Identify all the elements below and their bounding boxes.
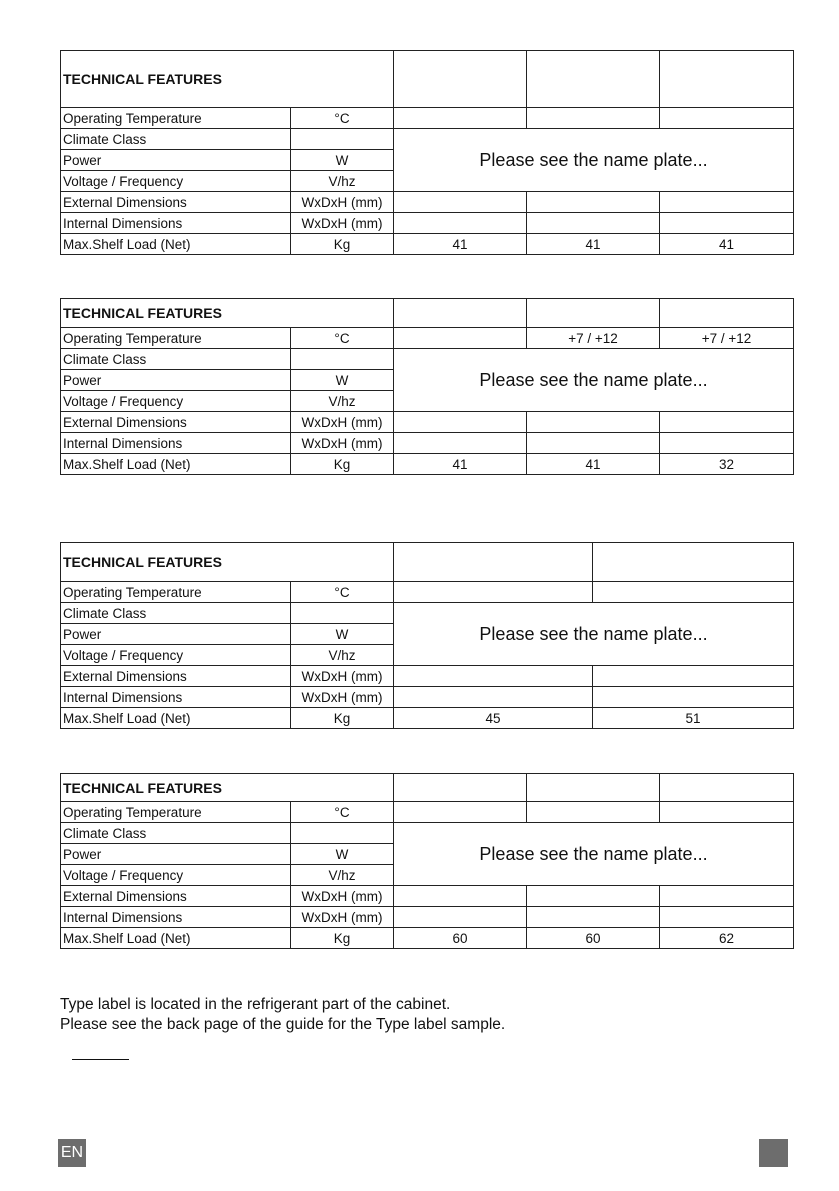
technical-features-table-1 xyxy=(60,50,794,255)
technical-features-table-2 xyxy=(60,298,794,475)
row-label: Climate Class xyxy=(61,823,291,844)
table-cell xyxy=(527,412,660,433)
model-column-header xyxy=(660,774,794,802)
name-plate-note: Please see the name plate... xyxy=(394,349,794,412)
table-cell xyxy=(660,192,794,213)
table-cell xyxy=(593,666,794,687)
row-unit: WxDxH (mm) xyxy=(291,433,394,454)
table-cell: 62 xyxy=(660,928,794,949)
model-column-header xyxy=(660,51,794,108)
row-unit xyxy=(291,349,394,370)
table-cell xyxy=(394,328,527,349)
language-badge: EN xyxy=(58,1139,86,1167)
model-column-header xyxy=(527,51,660,108)
footnote-line: Type label is located in the refrigerant part of the cabinet. xyxy=(60,996,451,1013)
row-label: Internal Dimensions xyxy=(61,433,291,454)
row-label: External Dimensions xyxy=(61,666,291,687)
row-unit: W xyxy=(291,370,394,391)
row-unit: °C xyxy=(291,108,394,129)
row-unit: V/hz xyxy=(291,865,394,886)
row-unit: Kg xyxy=(291,708,394,729)
table-cell xyxy=(660,213,794,234)
model-column-header xyxy=(394,774,527,802)
table-cell xyxy=(593,582,794,603)
table-cell xyxy=(394,666,593,687)
table-cell xyxy=(394,886,527,907)
row-label: Internal Dimensions xyxy=(61,687,291,708)
table-cell xyxy=(394,213,527,234)
page-number-badge xyxy=(759,1139,788,1167)
row-label: Power xyxy=(61,370,291,391)
table-cell xyxy=(593,687,794,708)
table-cell xyxy=(394,192,527,213)
row-label: Operating Temperature xyxy=(61,108,291,129)
table-cell xyxy=(394,907,527,928)
table-cell: +7 / +12 xyxy=(660,328,794,349)
row-unit: V/hz xyxy=(291,391,394,412)
name-plate-note: Please see the name plate... xyxy=(394,603,794,666)
table-header: TECHNICAL FEATURES xyxy=(61,774,394,802)
row-unit: °C xyxy=(291,802,394,823)
row-label: Climate Class xyxy=(61,603,291,624)
row-unit: Kg xyxy=(291,234,394,255)
table-cell xyxy=(394,582,593,603)
row-unit: W xyxy=(291,624,394,645)
row-label: Climate Class xyxy=(61,349,291,370)
table-cell xyxy=(394,433,527,454)
row-unit: V/hz xyxy=(291,645,394,666)
footnote-line: Please see the back page of the guide for the Type label sample. xyxy=(60,1016,506,1033)
row-label: Internal Dimensions xyxy=(61,213,291,234)
table-cell: 41 xyxy=(527,454,660,475)
table-cell xyxy=(660,108,794,129)
model-column-header xyxy=(660,299,794,328)
row-unit: WxDxH (mm) xyxy=(291,886,394,907)
table-cell: 60 xyxy=(394,928,527,949)
row-label: Internal Dimensions xyxy=(61,907,291,928)
model-column-header xyxy=(527,299,660,328)
technical-features-table-3 xyxy=(60,542,794,729)
row-label: Voltage / Frequency xyxy=(61,865,291,886)
row-label: Operating Temperature xyxy=(61,582,291,603)
table-cell: 32 xyxy=(660,454,794,475)
name-plate-note: Please see the name plate... xyxy=(394,823,794,886)
table-cell xyxy=(394,802,527,823)
row-label: Max.Shelf Load (Net) xyxy=(61,928,291,949)
table-header: TECHNICAL FEATURES xyxy=(61,543,394,582)
row-label: Power xyxy=(61,844,291,865)
technical-features-table-4 xyxy=(60,773,794,949)
row-label: Voltage / Frequency xyxy=(61,391,291,412)
row-unit: WxDxH (mm) xyxy=(291,192,394,213)
row-unit: W xyxy=(291,150,394,171)
row-label: Max.Shelf Load (Net) xyxy=(61,454,291,475)
table-cell: 45 xyxy=(394,708,593,729)
table-cell xyxy=(660,433,794,454)
model-column-header xyxy=(593,543,794,582)
row-unit: °C xyxy=(291,328,394,349)
model-column-header xyxy=(394,299,527,328)
table-header: TECHNICAL FEATURES xyxy=(61,299,394,328)
table-cell xyxy=(527,802,660,823)
table-cell xyxy=(527,907,660,928)
row-unit: Kg xyxy=(291,454,394,475)
row-label: Power xyxy=(61,150,291,171)
table-cell xyxy=(527,213,660,234)
table-cell xyxy=(394,412,527,433)
name-plate-note: Please see the name plate... xyxy=(394,129,794,192)
table-cell xyxy=(660,802,794,823)
row-unit xyxy=(291,823,394,844)
row-unit: Kg xyxy=(291,928,394,949)
table-cell: 41 xyxy=(660,234,794,255)
table-cell xyxy=(527,433,660,454)
row-unit: WxDxH (mm) xyxy=(291,907,394,928)
model-column-header xyxy=(527,774,660,802)
row-unit: WxDxH (mm) xyxy=(291,666,394,687)
table-cell xyxy=(660,907,794,928)
row-label: External Dimensions xyxy=(61,412,291,433)
table-cell xyxy=(527,192,660,213)
table-cell: 41 xyxy=(394,234,527,255)
table-cell xyxy=(394,687,593,708)
row-label: Climate Class xyxy=(61,129,291,150)
table-header: TECHNICAL FEATURES xyxy=(61,51,394,108)
row-label: Voltage / Frequency xyxy=(61,645,291,666)
table-cell: 41 xyxy=(394,454,527,475)
table-cell: 51 xyxy=(593,708,794,729)
row-unit: WxDxH (mm) xyxy=(291,412,394,433)
row-label: Operating Temperature xyxy=(61,802,291,823)
row-unit: °C xyxy=(291,582,394,603)
type-label-footnote xyxy=(60,995,505,1035)
row-label: Max.Shelf Load (Net) xyxy=(61,234,291,255)
row-label: Operating Temperature xyxy=(61,328,291,349)
table-cell xyxy=(660,886,794,907)
table-cell: 41 xyxy=(527,234,660,255)
model-column-header xyxy=(394,51,527,108)
table-cell xyxy=(394,108,527,129)
row-unit xyxy=(291,129,394,150)
table-cell xyxy=(527,108,660,129)
row-unit xyxy=(291,603,394,624)
row-label: Voltage / Frequency xyxy=(61,171,291,192)
row-label: External Dimensions xyxy=(61,886,291,907)
row-unit: WxDxH (mm) xyxy=(291,687,394,708)
table-cell: +7 / +12 xyxy=(527,328,660,349)
table-cell xyxy=(660,412,794,433)
row-unit: W xyxy=(291,844,394,865)
row-label: Power xyxy=(61,624,291,645)
row-label: Max.Shelf Load (Net) xyxy=(61,708,291,729)
row-label: External Dimensions xyxy=(61,192,291,213)
table-cell: 60 xyxy=(527,928,660,949)
row-unit: WxDxH (mm) xyxy=(291,213,394,234)
model-column-header xyxy=(394,543,593,582)
table-cell xyxy=(527,886,660,907)
row-unit: V/hz xyxy=(291,171,394,192)
divider xyxy=(72,1059,129,1060)
